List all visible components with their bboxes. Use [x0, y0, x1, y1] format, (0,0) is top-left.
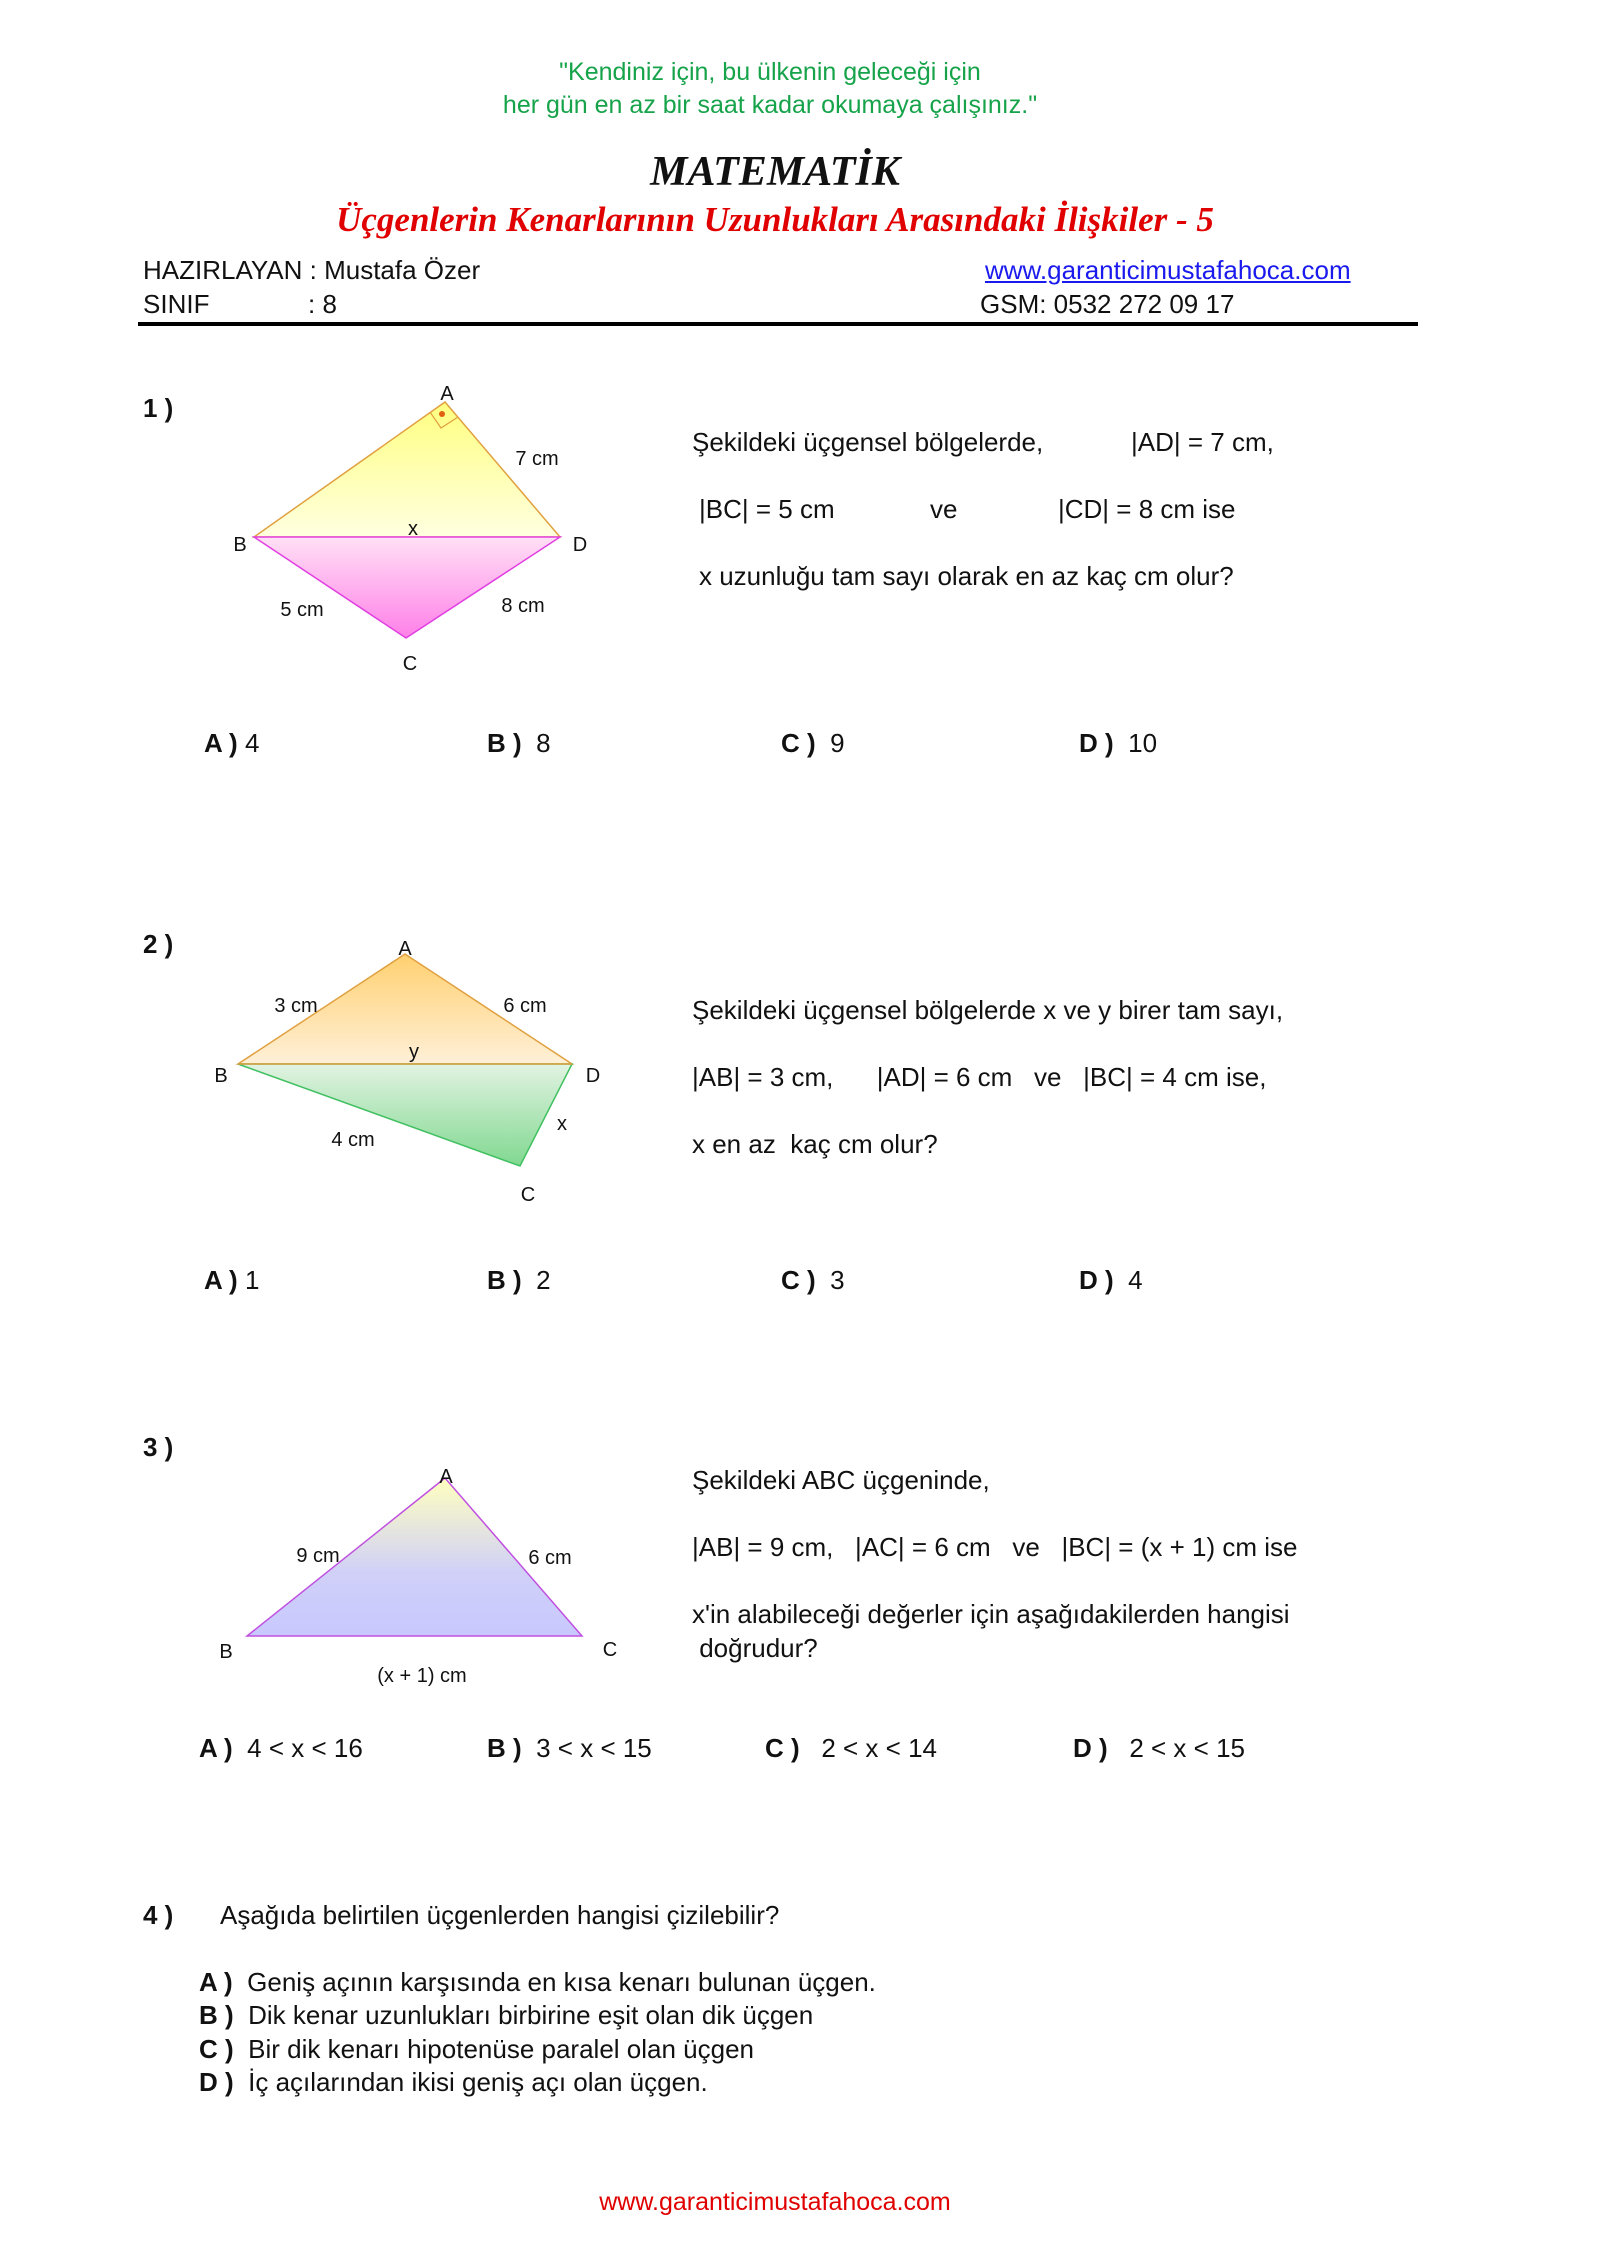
- footer-website[interactable]: www.garanticimustafahoca.com: [599, 2188, 951, 2216]
- label-bc: 5 cm: [280, 599, 324, 621]
- vertex-a: A: [439, 1466, 453, 1488]
- option-text: 4: [1128, 1265, 1143, 1295]
- q3-option-b[interactable]: [487, 1733, 652, 1763]
- label-ab: 9 cm: [296, 1545, 340, 1567]
- option-text: Dik kenar uzunlukları birbirine eşit olan dik üçgen: [248, 2000, 814, 2030]
- question-4-text: Aşağıda belirtilen üçgenlerden hangisi çizilebilir?: [220, 1900, 780, 1930]
- option-text: 4: [244, 728, 260, 758]
- option-text: 4 < x < 16: [247, 1733, 363, 1763]
- label-bd: y: [409, 1041, 419, 1063]
- question-3-number: 3 ): [143, 1432, 174, 1462]
- vertex-c: C: [402, 653, 418, 675]
- option-letter: D ): [1079, 728, 1114, 758]
- question-1-text: Şekildeki üçgensel bölgelerde,: [692, 427, 1044, 457]
- label-cd: x: [557, 1113, 567, 1135]
- question-1-number: 1 ): [143, 393, 174, 423]
- option-text: 1: [244, 1265, 260, 1295]
- question-1-text: |AD| = 7 cm,: [1131, 427, 1274, 457]
- figure-3: [219, 1466, 617, 1687]
- option-text: 8: [536, 728, 551, 758]
- question-1-text: x uzunluğu tam sayı olarak en az kaç cm olur?: [699, 561, 1234, 591]
- website-link[interactable]: www.garanticimustafahoca.com: [985, 255, 1351, 285]
- option-letter: C ): [781, 1265, 816, 1295]
- label-ab: 3 cm: [274, 995, 318, 1017]
- option-letter: B ): [487, 728, 522, 758]
- q3-option-c[interactable]: [765, 1733, 937, 1763]
- q3-option-d[interactable]: [1073, 1733, 1245, 1763]
- question-2-text: |AB| = 3 cm, |AD| = 6 cm ve |BC| = 4 cm ise,: [692, 1062, 1267, 1092]
- option-letter: A ): [199, 1967, 233, 1997]
- option-letter: C ): [199, 2034, 234, 2064]
- gsm: GSM: 0532 272 09 17: [980, 289, 1235, 319]
- question-3-text: x'in alabileceği değerler için aşağıdakilerden hangisi: [692, 1599, 1290, 1629]
- option-letter: B ): [487, 1265, 522, 1295]
- label-bc: 4 cm: [331, 1129, 375, 1151]
- class-label: SINIF: [143, 289, 210, 319]
- option-text: 9: [830, 728, 845, 758]
- option-letter: D ): [199, 2067, 234, 2097]
- author: HAZIRLAYAN : Mustafa Özer: [143, 255, 481, 285]
- class-value: : 8: [308, 289, 337, 319]
- label-bd: x: [408, 518, 418, 540]
- q4-option-d[interactable]: [199, 2067, 708, 2097]
- right-angle-dot: [439, 411, 445, 417]
- label-cd: 8 cm: [501, 595, 545, 617]
- option-text: Geniş açının karşısında en kısa kenarı bulunan üçgen.: [247, 1967, 876, 1997]
- vertex-a: A: [398, 938, 412, 960]
- label-ac: 6 cm: [528, 1547, 572, 1569]
- vertex-b: B: [233, 534, 247, 556]
- vertex-d: D: [585, 1065, 601, 1087]
- vertex-d: D: [572, 534, 588, 556]
- q4-option-b[interactable]: [199, 2000, 813, 2030]
- option-letter: D ): [1079, 1265, 1114, 1295]
- question-1-text: |BC| = 5 cm: [699, 494, 835, 524]
- q3-option-a[interactable]: [199, 1733, 363, 1763]
- label-ad: 6 cm: [503, 995, 547, 1017]
- figure-1: [233, 383, 587, 675]
- question-2-text: x en az kaç cm olur?: [692, 1129, 938, 1159]
- option-text: 2 < x < 14: [821, 1733, 937, 1763]
- option-text: 10: [1128, 728, 1158, 758]
- quote-line-1: "Kendiniz için, bu ülkenin geleceği için: [559, 58, 981, 86]
- q1-option-d[interactable]: [1079, 728, 1157, 758]
- question-3-text: Şekildeki ABC üçgeninde,: [692, 1465, 990, 1495]
- option-letter: B ): [199, 2000, 234, 2030]
- option-text: Bir dik kenarı hipotenüse paralel olan üçgen: [248, 2034, 755, 2064]
- option-letter: B ): [487, 1733, 522, 1763]
- q4-option-a[interactable]: [199, 1967, 876, 1997]
- q2-option-b[interactable]: [487, 1265, 551, 1295]
- option-letter: A ): [199, 1733, 233, 1763]
- label-bc: (x + 1) cm: [377, 1665, 467, 1687]
- triangle-bcd: [254, 537, 560, 638]
- option-letter: A ): [204, 1265, 238, 1295]
- question-2-number: 2 ): [143, 929, 174, 959]
- option-text: İç açılarından ikisi geniş açı olan üçgen.: [248, 2067, 708, 2097]
- option-letter: C ): [781, 728, 816, 758]
- figure-2: [214, 938, 600, 1206]
- q4-option-c[interactable]: [199, 2034, 754, 2064]
- vertex-b: B: [219, 1641, 233, 1663]
- triangle-bcd: [238, 1064, 572, 1166]
- q2-option-c[interactable]: [781, 1265, 845, 1295]
- option-text: 3: [830, 1265, 845, 1295]
- vertex-a: A: [440, 383, 454, 405]
- q2-option-a[interactable]: [204, 1265, 259, 1295]
- q1-option-b[interactable]: [487, 728, 551, 758]
- q2-option-d[interactable]: [1079, 1265, 1143, 1295]
- question-3-text: doğrudur?: [692, 1633, 818, 1663]
- question-4-number: 4 ): [143, 1900, 174, 1930]
- quote-line-2: her gün en az bir saat kadar okumaya çalışınız.": [502, 91, 1038, 119]
- label-ad: 7 cm: [515, 448, 559, 470]
- question-1-text: |CD| = 8 cm ise: [1058, 494, 1236, 524]
- option-letter: C ): [765, 1733, 800, 1763]
- q1-option-a[interactable]: [204, 728, 259, 758]
- vertex-b: B: [214, 1065, 228, 1087]
- vertex-c: C: [520, 1184, 536, 1206]
- option-letter: A ): [204, 728, 238, 758]
- option-letter: D ): [1073, 1733, 1108, 1763]
- question-3-text: |AB| = 9 cm, |AC| = 6 cm ve |BC| = (x + 1) cm ise: [692, 1532, 1298, 1562]
- vertex-c: C: [602, 1639, 618, 1661]
- option-text: 2: [536, 1265, 551, 1295]
- page-title: MATEMATİK: [650, 149, 900, 195]
- page-subtitle: Üçgenlerin Kenarlarının Uzunlukları Arasındaki İlişkiler - 5: [336, 200, 1214, 239]
- q1-option-c[interactable]: [781, 728, 845, 758]
- question-1-text: ve: [930, 494, 958, 524]
- option-text: 3 < x < 15: [536, 1733, 652, 1763]
- option-text: 2 < x < 15: [1129, 1733, 1245, 1763]
- triangle-abd: [254, 402, 560, 537]
- question-2-text: Şekildeki üçgensel bölgelerde x ve y birer tam sayı,: [692, 995, 1284, 1025]
